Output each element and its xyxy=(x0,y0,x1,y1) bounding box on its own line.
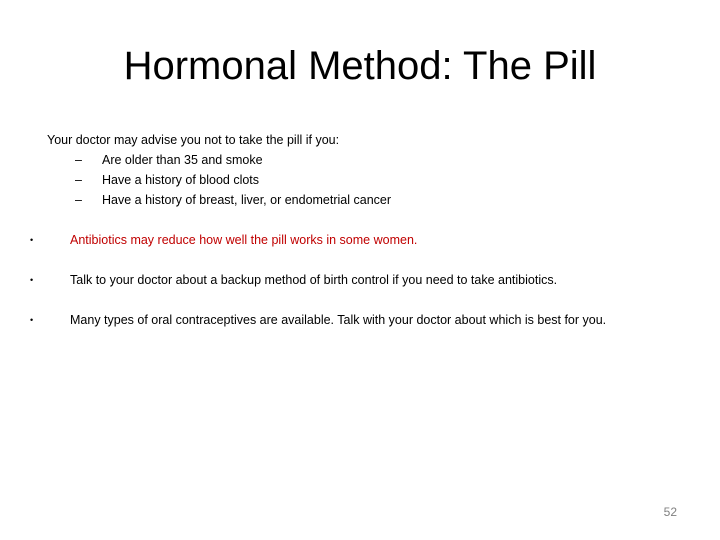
condition-text: Are older than 35 and smoke xyxy=(102,153,263,167)
condition-item xyxy=(75,170,391,190)
condition-text: Have a history of breast, liver, or endometrial cancer xyxy=(102,193,392,207)
bullet-text-backup: Talk to your doctor about a backup method of birth control if you need to take antibiotics. xyxy=(70,273,558,287)
condition-list xyxy=(75,150,391,210)
bullet-text-antibiotics: Antibiotics may reduce how well the pill works in some women. xyxy=(70,233,418,247)
bullet-item xyxy=(30,310,606,350)
bullet-item xyxy=(30,230,606,270)
intro-text: Your doctor may advise you not to take the pill if you: xyxy=(47,133,340,147)
condition-item xyxy=(75,190,391,210)
bullet-dot-icon: • xyxy=(30,315,34,325)
bullet-text-types: Many types of oral contraceptives are available. Talk with your doctor about which is best for you. xyxy=(70,313,607,327)
dash-marker: – xyxy=(75,153,82,167)
bullet-item xyxy=(30,270,606,310)
bullet-list xyxy=(30,230,606,350)
condition-item xyxy=(75,150,391,170)
slide-title: Hormonal Method: The Pill xyxy=(123,44,597,88)
bullet-dot-icon: • xyxy=(30,235,34,245)
dash-marker: – xyxy=(75,173,82,187)
condition-text: Have a history of blood clots xyxy=(102,173,260,187)
dash-marker: – xyxy=(75,193,82,207)
bullet-dot-icon: • xyxy=(30,275,34,285)
page-number: 52 xyxy=(663,505,677,519)
